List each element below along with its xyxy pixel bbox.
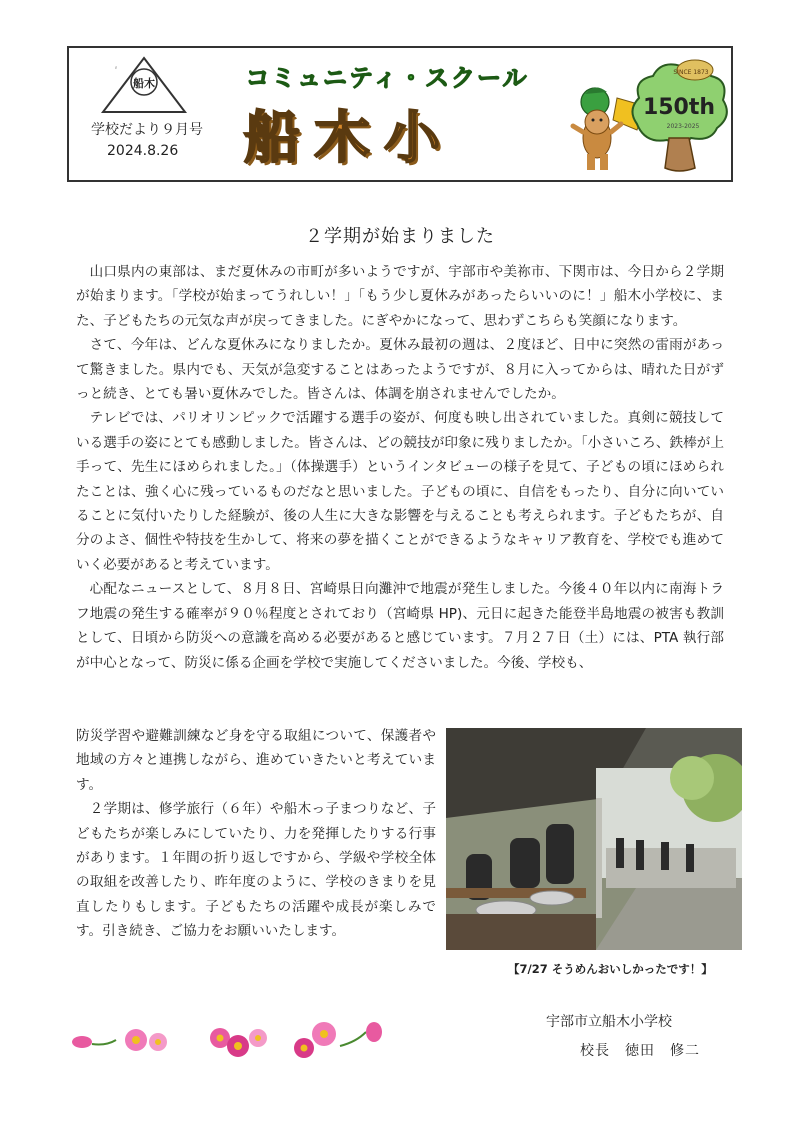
flower-icon	[340, 1022, 382, 1046]
svg-text:ﾟ: ﾟ	[113, 67, 118, 77]
school-emblem-text: 船木	[133, 77, 155, 90]
flower-icon	[149, 1033, 167, 1051]
article-paragraph: テレビでは、パリオリンピックで活躍する選手の姿が、何度も映し出されていました。真剣に競技している選手の姿にとても感動しました。皆さんは、どの競技が印象に残りましたか。「小さいころ、鉄棒が上手って、先生にほめられました。」（体操選手）というインタビューの様子を見て、子どもの頃にほめられたことは、強く心に残っているものだなと思いました。子どもの頃に、自信をもったり、自分に向いていることに気付いたりした経験が、後の人生に大きな影響を与えることも考えられます。子どもたちが、自分のよさ、個性や特技を生かして、将来の夢を描くことができるようなキャリア教育を、学校でも進めていく必要があると考えています。	[76, 410, 724, 573]
article-title: ２学期が始まりました	[305, 226, 495, 247]
article-paragraph: 心配なニュースとして、８月８日、宮崎県日向灘沖で地震が発生しました。今後４０年以内に南海トラフ地震の発生する確率が９０％程度とされており（宮崎県 HP)、元日に起きた能登半島地震の被害も教訓として、日頃から防災への意識を高める必要があると感じています。７月２７日（土）には、PTA 執行部が中心となって、防災に係る企画を学校で実施してくださいました。今後、学校も、	[76, 581, 724, 671]
article-paragraph: 防災学習や避難訓練など身を守る取組について、保護者や地域の方々と連携しながら、進めていきたいと考えています。	[76, 728, 436, 793]
article-body-full	[76, 260, 724, 675]
flower-icon	[227, 1035, 249, 1057]
principal-signature: 校長 徳田 修二	[580, 1043, 700, 1059]
since-text: SINCE 1873	[673, 69, 709, 76]
issue-date: 2024.8.26	[107, 143, 179, 159]
newsletter-header	[67, 46, 733, 182]
flower-icon	[312, 1022, 336, 1046]
flower-icon	[125, 1029, 147, 1051]
issue-label: 学校だより９月号	[91, 122, 203, 138]
article-body-narrow	[76, 724, 436, 944]
anniversary-years: 2023-2025	[666, 123, 700, 130]
cosmos-flowers-decoration	[70, 1016, 390, 1062]
photo-caption: 【7/27 そうめんおいしかったです！】	[508, 962, 713, 976]
article-paragraph: さて、今年は、どんな夏休みになりましたか。夏休み最初の週は、２度ほど、日中に突然の雷雨があって驚きました。県内でも、天気が急変することはあったようですが、８月に入ってからは、晴れた日がずっと続き、とても暑い夏休みでした。皆さんは、体調を崩されませんでしたか。	[76, 337, 724, 403]
school-signature: 宇部市立船木小学校	[546, 1014, 672, 1030]
flower-icon	[210, 1028, 230, 1048]
school-emblem-icon	[99, 56, 189, 116]
community-school-banner	[207, 60, 567, 94]
event-photo	[446, 728, 742, 950]
article-paragraph: ２学期は、修学旅行（６年）や船木っ子まつりなど、子どもたちが楽しみにしていたり、力を発揮したりする行事があります。１年間の折り返しですから、学級や学校全体の取組を改善したり、昨年度のように、学校のきまりを見直したりもします。子どもたちの活躍や成長が楽しみです。引き続き、ご協力をお願いいたします。	[76, 801, 436, 940]
flower-icon	[249, 1029, 267, 1047]
anniversary-tree-logo	[625, 52, 733, 178]
flower-icon	[72, 1036, 116, 1048]
flower-icon	[294, 1038, 314, 1058]
anniversary-150th: 150th	[642, 95, 716, 120]
svg-text:コミュニティ・スクール: コミュニティ・スクール	[245, 64, 529, 92]
article-paragraph: 山口県内の東部は、まだ夏休みの市町が多いようですが、宇部市や美祢市、下関市は、今日から２学期が始まります。「学校が始まってうれしい！」「もう少し夏休みがあったらいいのに！」船木小学校に、また、子どもたちの元気な声が戻ってきました。にぎやかになって、思わずこちらも笑顔になります。	[76, 264, 724, 329]
school-name-title: 船木小	[244, 106, 454, 171]
